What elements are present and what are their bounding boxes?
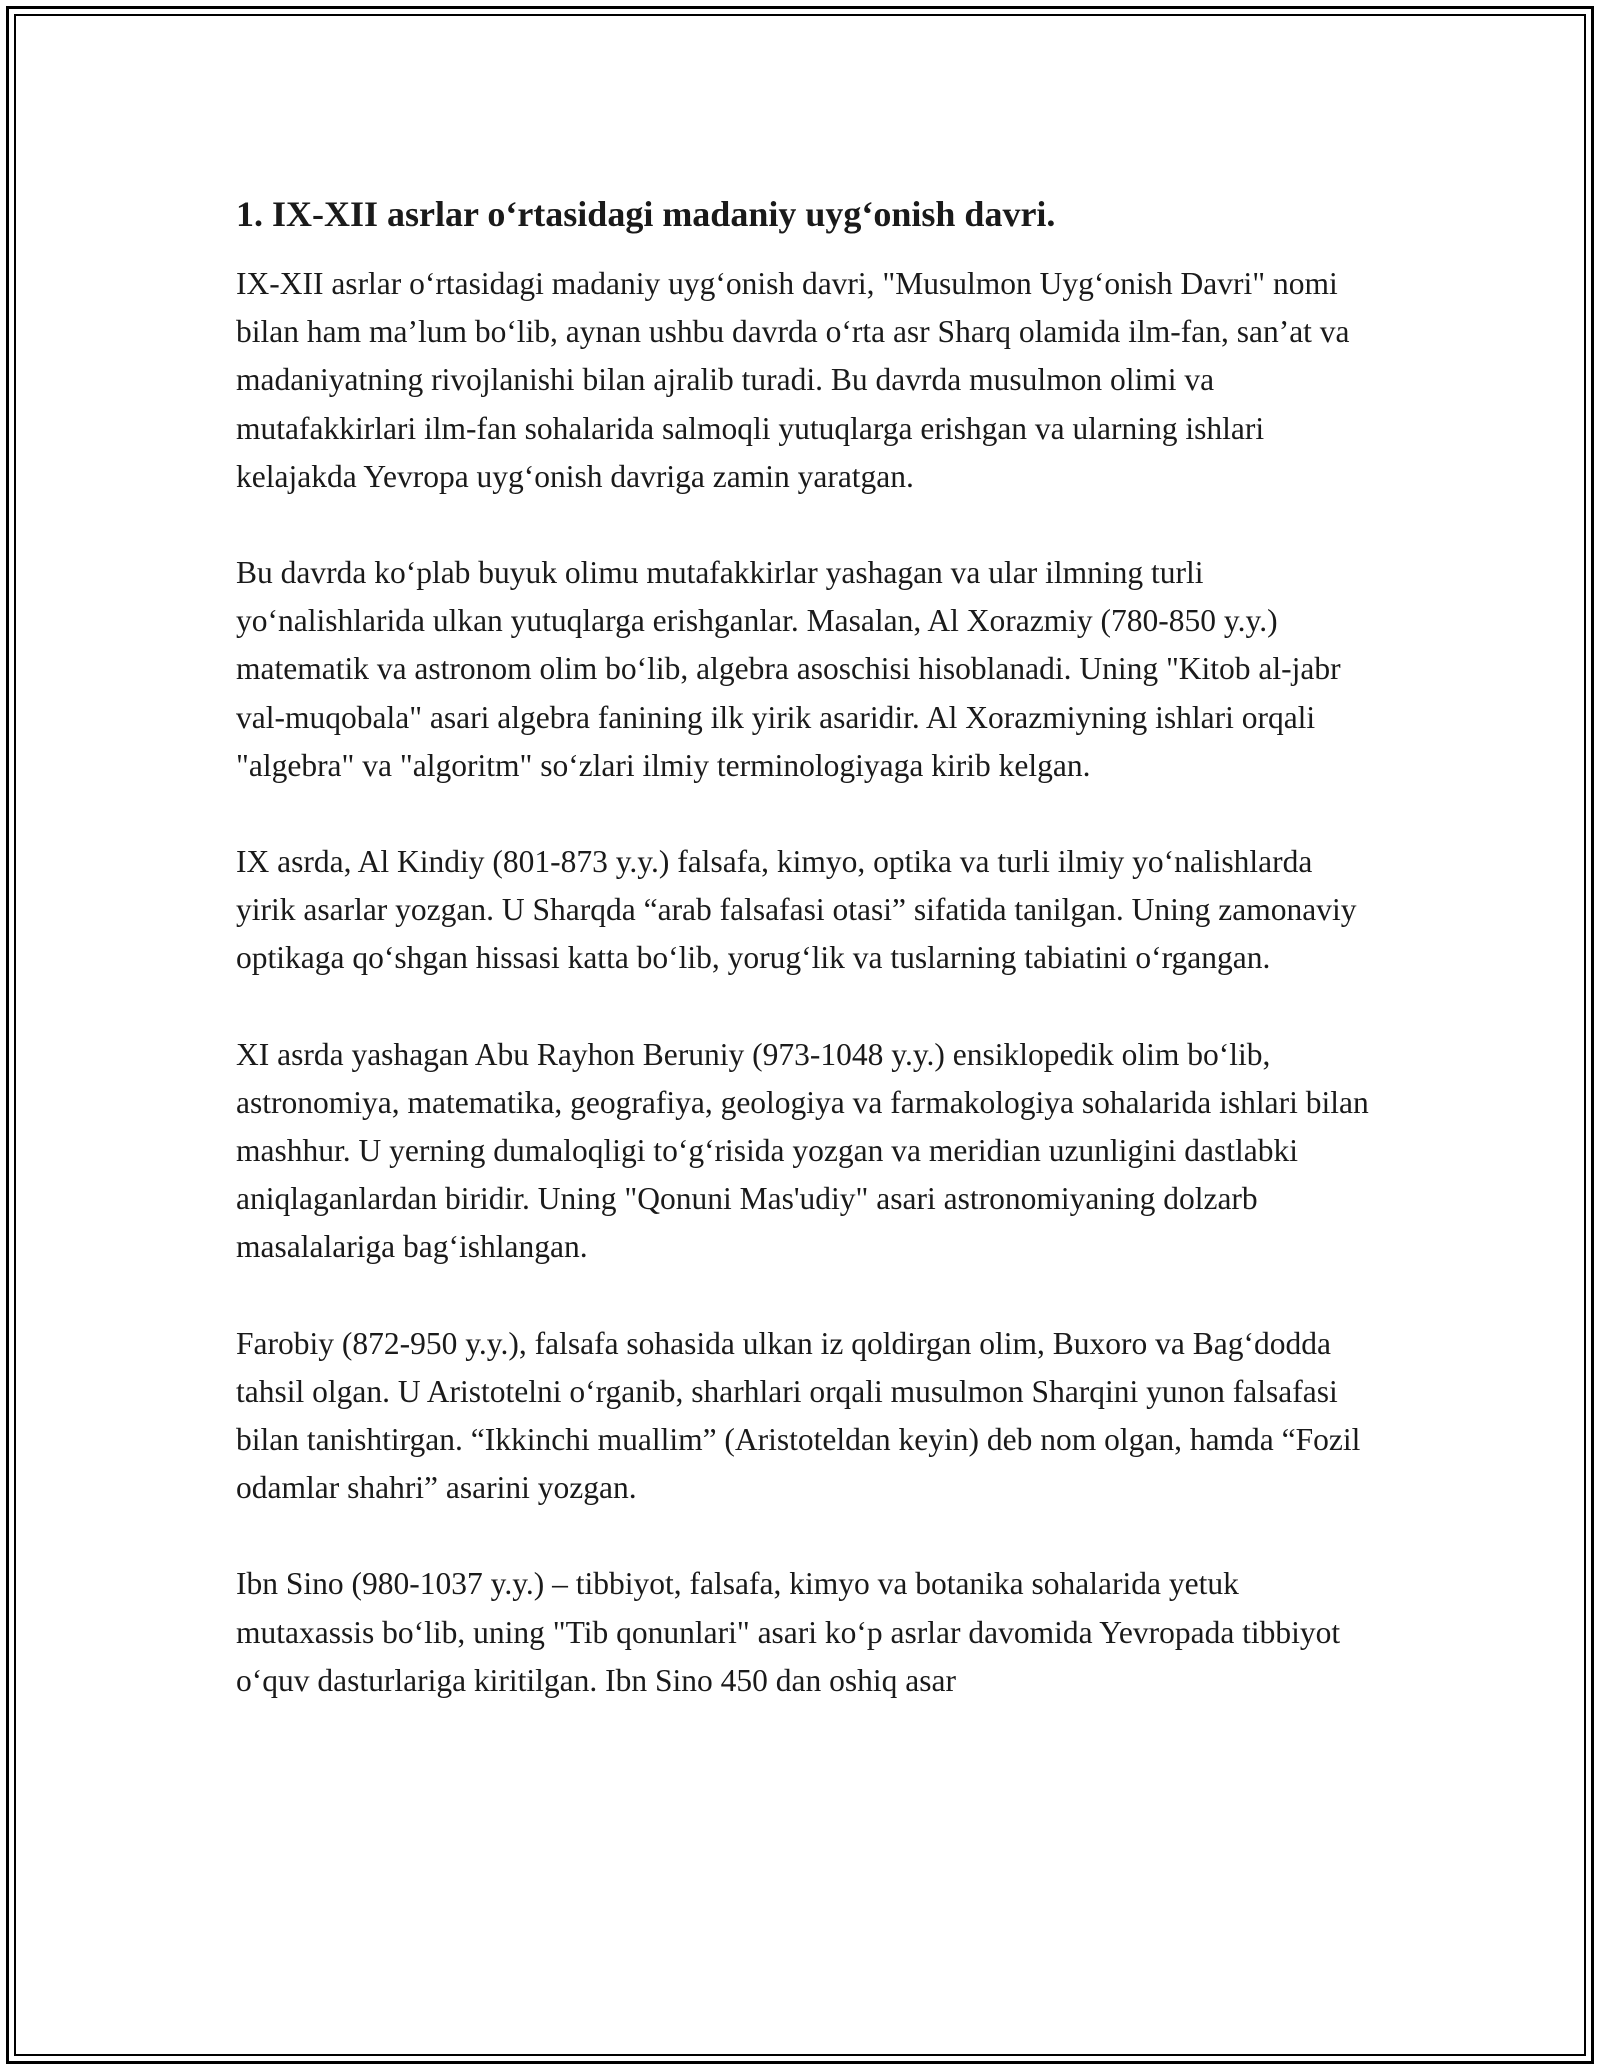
paragraph-al-xorazmiy: Bu davrda ko‘plab buyuk olimu mutafakkirlar yashagan va ular ilmning turli yo‘nalishlarida ulkan yutuqlarga erishganlar. Masalan, Al Xorazmiy (780-850 y.y.) matematik va astronom olim bo‘lib, algebra asoschisi hisoblanadi. Uning "Kitob al-jabr val-muqobala" asari algebra fanining ilk yirik asaridir. Al Xorazmiyning ishlari orqali "algebra" va "algoritm" so‘zlari ilmiy terminologiyaga kirib kelgan. [236,555,1341,783]
section-heading: 1. IX-XII asrlar o‘rtasidagi madaniy uyg‘onish davri. [236,194,1056,234]
paragraph-farobiy: Farobiy (872-950 y.y.), falsafa sohasida ulkan iz qoldirgan olim, Buxoro va Bag‘dodda tahsil olgan. U Aristotelni o‘rganib, sharhlari orqali musulmon Sharqini yunon falsafasi bilan tanishtirgan. “Ikkinchi muallim” (Aristoteldan keyin) deb nom olgan, hamda “Fozil odamlar shahri” asarini yozgan. [236,1325,1361,1506]
document-body [236,188,1376,1753]
paragraph-beruniy: XI asrda yashagan Abu Rayhon Beruniy (973-1048 y.y.) ensiklopedik olim bo‘lib, astronomiya, matematika, geografiya, geologiya va farmakologiya sohalarida ishlari bilan mashhur. U yerning dumaloqligi to‘g‘risida yozgan va meridian uzunligini dastlabki aniqlaganlardan biridir. Uning "Qonuni Mas'udiy" asari astronomiyaning dolzarb masalalariga bag‘ishlangan. [236,1036,1369,1265]
paragraph-ibn-sino: Ibn Sino (980-1037 y.y.) – tibbiyot, falsafa, kimyo va botanika sohalarida yetuk mutaxassis bo‘lib, uning "Tib qonunlari" asari ko‘p asrlar davomida Yevropada tibbiyot o‘quv dasturlariga kiritilgan. Ibn Sino 450 dan oshiq asar [236,1566,1341,1698]
paragraph-al-kindiy: IX asrda, Al Kindiy (801-873 y.y.) falsafa, kimyo, optika va turli ilmiy yo‘nalishlarda yirik asarlar yozgan. U Sharqda “arab falsafasi otasi” sifatida tanilgan. Uning zamonaviy optikaga qo‘shgan hissasi katta bo‘lib, yorug‘lik va tuslarning tabiatini o‘rgangan. [236,844,1357,976]
paragraph-intro: IX-XII asrlar o‘rtasidagi madaniy uyg‘onish davri, "Musulmon Uyg‘onish Davri" nomi bilan ham ma’lum bo‘lib, aynan ushbu davrda o‘rta asr Sharq olamida ilm-fan, san’at va madaniyatning rivojlanishi bilan ajralib turadi. Bu davrda musulmon olimi va mutafakkirlari ilm-fan sohalarida salmoqli yutuqlarga erishgan va ularning ishlari kelajakda Yevropa uyg‘onish davriga zamin yaratgan. [236,266,1350,494]
